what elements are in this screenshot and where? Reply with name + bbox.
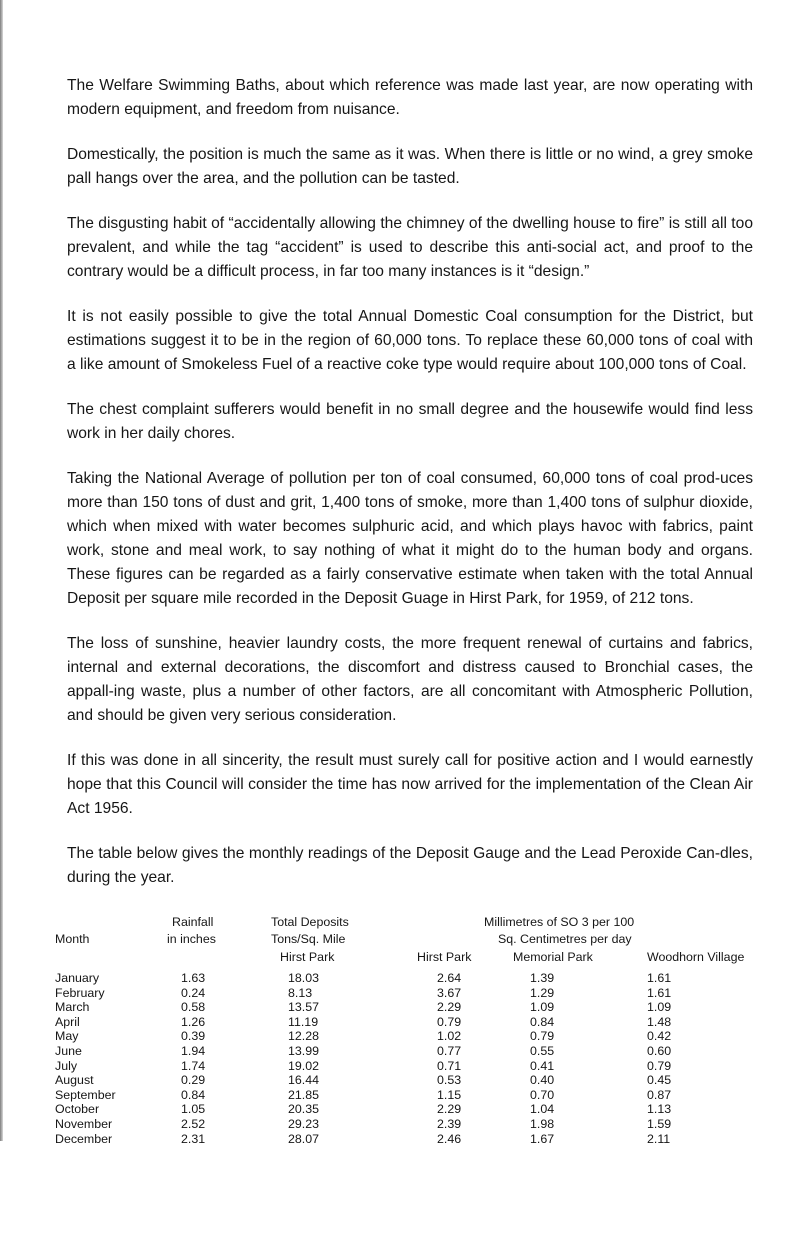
paragraph-national-average: Taking the National Average of pollution per ton of coal consumed, 60,000 tons of coal prod-uces more than 150 tons of dust and grit, 1,400 tons of smoke, more than 1,400 tons of sulphur dioxide, which when mixed with water becomes sulphuric acid, and which plays havoc with fabrics, paint work, stone and meal work, to say nothing of what it might do to the human body and organs. These figures can be regarded as a fairly conservative estimate when taken with the total Annual Deposit per square mile recorded in the Deposit Guage in Hirst Park, for 1959, of 212 tons. <box>67 470 753 607</box>
paragraph-loss-of-sunshine: The loss of sunshine, heavier laundry costs, the more frequent renewal of curtains and fabrics, internal and external decorations, the discomfort and distress caused to Bronchial cases, the appall-ing waste, plus a number of other factors, are all concomitant with Atmospheric Pollution, and should be given very serious consideration. <box>67 635 753 724</box>
paragraph-table-intro: The table below gives the monthly readings of the Deposit Gauge and the Lead Peroxide Can-dles, during the year. <box>67 845 753 886</box>
cell-memorial-park: 0.40 <box>530 1073 555 1088</box>
cell-memorial-park: 1.09 <box>530 1000 555 1015</box>
cell-month: June <box>55 1044 82 1058</box>
cell-hirst-park: 1.15 <box>437 1087 462 1102</box>
cell-woodhorn-village: 1.59 <box>647 1117 672 1131</box>
cell-woodhorn-village: 0.45 <box>647 1073 672 1088</box>
cell-woodhorn-village: 1.48 <box>647 1014 672 1029</box>
header-total-deposits: Total Deposits <box>271 915 349 929</box>
cell-total-deposits: 18.03 <box>288 971 320 985</box>
cell-total-deposits: 19.02 <box>288 1058 320 1073</box>
header-memorial-park: Memorial Park <box>513 950 593 964</box>
cell-woodhorn-village: 2.11 <box>647 1131 671 1146</box>
cell-hirst-park: 0.71 <box>437 1058 462 1073</box>
cell-woodhorn-village: 0.79 <box>647 1058 672 1073</box>
paragraph-coal-consumption: It is not easily possible to give the total Annual Domestic Coal consumption for the District, but estimations suggest it to be in the region of 60,000 tons. To replace these 60,000 tons of coal with a like amount of Smokeless Fuel of a reactive coke type would require about 100,000 tons of Coal. <box>67 308 753 373</box>
cell-total-deposits: 20.35 <box>288 1102 320 1117</box>
cell-hirst-park: 2.29 <box>437 1102 462 1117</box>
cell-rainfall: 0.24 <box>181 985 206 1000</box>
cell-memorial-park: 0.84 <box>530 1014 555 1029</box>
cell-rainfall: 2.52 <box>181 1117 206 1131</box>
cell-total-deposits: 11.19 <box>288 1014 319 1029</box>
header-month: Month <box>55 932 90 946</box>
cell-month: July <box>55 1058 78 1073</box>
cell-month: November <box>55 1117 113 1131</box>
cell-rainfall: 1.05 <box>181 1102 206 1117</box>
page-edge-shadow <box>0 0 3 1141</box>
cell-hirst-park: 0.79 <box>437 1014 462 1029</box>
paragraph-domestic-position: Domestically, the position is much the same as it was. When there is little or no wind, a grey smoke pall hangs over the area, and the pollution can be tasted. <box>67 146 753 187</box>
cell-woodhorn-village: 1.61 <box>647 985 672 1000</box>
cell-total-deposits: 29.23 <box>288 1117 320 1131</box>
cell-month: March <box>55 1000 90 1015</box>
header-deposits-unit: Tons/Sq. Mile <box>271 932 346 946</box>
cell-month: September <box>55 1087 116 1102</box>
cell-rainfall: 2.31 <box>181 1131 206 1146</box>
paragraph-swimming-baths: The Welfare Swimming Baths, about which reference was made last year, are now operating with modern equipment, and freedom from nuisance. <box>67 77 753 118</box>
cell-hirst-park: 2.64 <box>437 971 462 985</box>
cell-rainfall: 1.63 <box>181 971 206 985</box>
cell-hirst-park: 2.39 <box>437 1117 462 1131</box>
header-so3-unit: Sq. Centimetres per day <box>498 932 632 946</box>
cell-memorial-park: 0.70 <box>530 1087 555 1102</box>
readings-table <box>55 911 753 1241</box>
cell-rainfall: 0.29 <box>181 1073 206 1088</box>
cell-rainfall: 1.94 <box>181 1044 206 1058</box>
cell-woodhorn-village: 0.87 <box>647 1087 672 1102</box>
cell-month: April <box>55 1014 80 1029</box>
cell-month: January <box>55 971 100 985</box>
cell-memorial-park: 0.55 <box>530 1044 555 1058</box>
cell-rainfall: 0.39 <box>181 1029 206 1044</box>
cell-memorial-park: 1.67 <box>530 1131 555 1146</box>
document-page <box>55 74 753 1241</box>
header-deposits-site: Hirst Park <box>280 950 335 964</box>
cell-total-deposits: 8.13 <box>288 985 313 1000</box>
cell-month: February <box>55 985 105 1000</box>
cell-rainfall: 1.74 <box>181 1058 206 1073</box>
cell-month: December <box>55 1131 113 1146</box>
header-so3: Millimetres of SO 3 per 100 <box>484 915 635 929</box>
cell-woodhorn-village: 1.61 <box>647 971 672 985</box>
header-hirst-park: Hirst Park <box>417 950 472 964</box>
cell-hirst-park: 2.29 <box>437 1000 462 1015</box>
paragraph-clean-air-act: If this was done in all sincerity, the result must surely call for positive action and I would earnestly hope that this Council will consider the time has now arrived for the implementation of the Clean Air Act 1956. <box>67 752 753 817</box>
cell-rainfall: 0.58 <box>181 1000 206 1015</box>
cell-memorial-park: 1.04 <box>530 1102 555 1117</box>
cell-hirst-park: 2.46 <box>437 1131 462 1146</box>
cell-total-deposits: 21.85 <box>288 1087 320 1102</box>
cell-woodhorn-village: 1.09 <box>647 1000 672 1015</box>
header-rainfall: Rainfall <box>172 915 214 929</box>
cell-hirst-park: 1.02 <box>437 1029 462 1044</box>
cell-hirst-park: 3.67 <box>437 985 462 1000</box>
cell-month: May <box>55 1029 79 1044</box>
cell-hirst-park: 0.77 <box>437 1044 462 1058</box>
cell-memorial-park: 1.29 <box>530 985 555 1000</box>
paragraph-chimney-habit: The disgusting habit of “accidentally allowing the chimney of the dwelling house to fire” is still all too prevalent, and while the tag “accident” is used to describe this anti-social act, and proof to the contrary would be a difficult process, in far too many instances is it “design.” <box>67 215 753 280</box>
cell-woodhorn-village: 1.13 <box>647 1102 672 1117</box>
cell-total-deposits: 16.44 <box>288 1073 320 1088</box>
cell-memorial-park: 0.79 <box>530 1029 555 1044</box>
cell-memorial-park: 1.98 <box>530 1117 555 1131</box>
cell-rainfall: 1.26 <box>181 1014 206 1029</box>
paragraph-chest-complaint: The chest complaint sufferers would benefit in no small degree and the housewife would find less work in her daily chores. <box>67 401 753 442</box>
cell-woodhorn-village: 0.60 <box>647 1044 672 1058</box>
cell-rainfall: 0.84 <box>181 1087 206 1102</box>
cell-total-deposits: 13.57 <box>288 1000 320 1015</box>
cell-memorial-park: 1.39 <box>530 971 555 985</box>
cell-total-deposits: 13.99 <box>288 1044 320 1058</box>
cell-hirst-park: 0.53 <box>437 1073 462 1088</box>
cell-total-deposits: 12.28 <box>288 1029 320 1044</box>
cell-total-deposits: 28.07 <box>288 1131 320 1146</box>
cell-memorial-park: 0.41 <box>530 1058 555 1073</box>
cell-month: August <box>55 1073 94 1088</box>
header-rainfall-unit: in inches <box>167 932 216 946</box>
cell-month: October <box>55 1102 100 1117</box>
cell-woodhorn-village: 0.42 <box>647 1029 672 1044</box>
header-woodhorn-village: Woodhorn Village <box>647 950 745 964</box>
